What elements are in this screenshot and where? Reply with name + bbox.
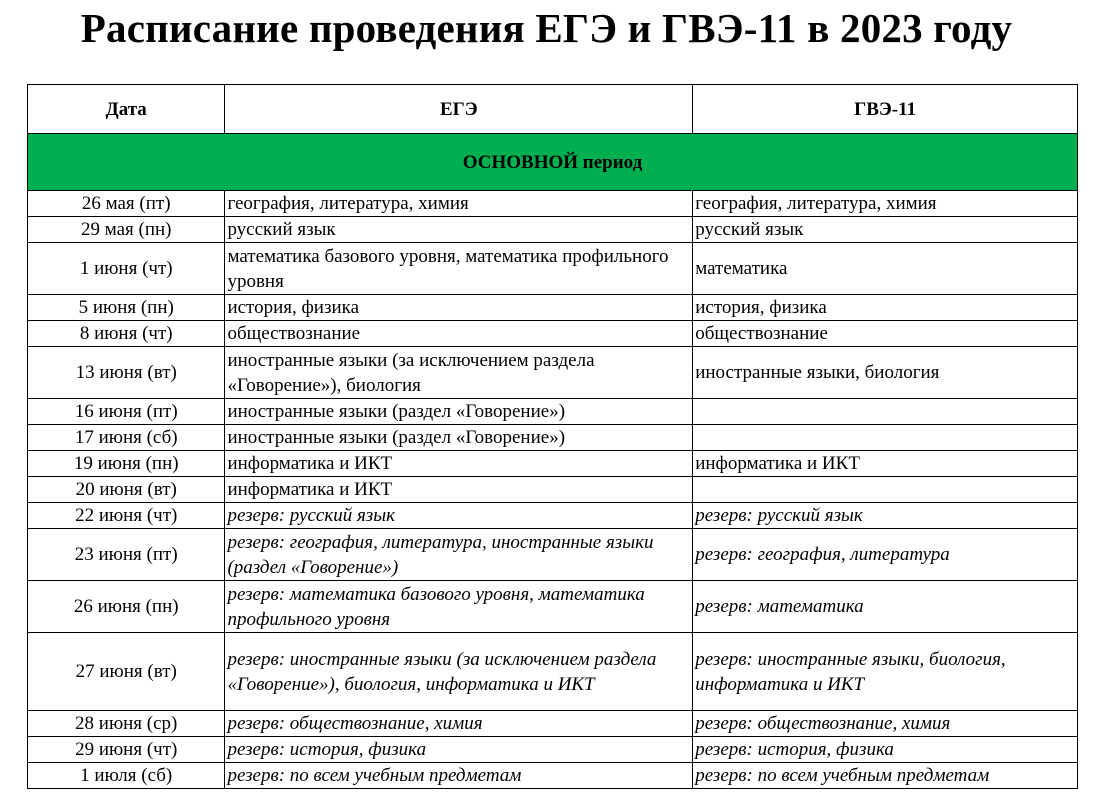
- table-row: [28, 737, 1078, 763]
- row-gve: русский язык: [693, 217, 1078, 243]
- row-gve: резерв: русский язык: [693, 503, 1078, 529]
- row-ege: резерв: обществознание, химия: [225, 711, 693, 737]
- header-date: Дата: [28, 85, 225, 134]
- row-date: 29 июня (чт): [28, 737, 225, 763]
- page-title: Расписание проведения ЕГЭ и ГВЭ-11 в 2023 году: [80, 5, 1013, 51]
- table-row: [28, 477, 1078, 503]
- row-gve: география, литература, химия: [693, 191, 1078, 217]
- table-row: [28, 529, 1078, 581]
- row-date: 13 июня (вт): [28, 347, 225, 399]
- row-gve: резерв: география, литература: [693, 529, 1078, 581]
- row-date: 1 июля (сб): [28, 763, 225, 789]
- row-date: 17 июня (сб): [28, 425, 225, 451]
- row-date: 22 июня (чт): [28, 503, 225, 529]
- row-date: 28 июня (ср): [28, 711, 225, 737]
- period-row: [28, 134, 1078, 191]
- row-date: 5 июня (пн): [28, 295, 225, 321]
- table-row: [28, 711, 1078, 737]
- table-row: [28, 581, 1078, 633]
- row-gve: [693, 399, 1078, 425]
- row-ege: резерв: по всем учебным предметам: [225, 763, 693, 789]
- row-date: 19 июня (пн): [28, 451, 225, 477]
- row-ege: резерв: математика базового уровня, математика профильного уровня: [225, 581, 693, 633]
- period-label: ОСНОВНОЙ период: [28, 134, 1078, 191]
- row-gve: история, физика: [693, 295, 1078, 321]
- row-date: 26 июня (пн): [28, 581, 225, 633]
- row-gve: иностранные языки, биология: [693, 347, 1078, 399]
- row-gve: информатика и ИКТ: [693, 451, 1078, 477]
- row-ege: информатика и ИКТ: [225, 451, 693, 477]
- row-gve: [693, 425, 1078, 451]
- row-ege: резерв: география, литература, иностранные языки (раздел «Говорение»): [225, 529, 693, 581]
- row-date: 23 июня (пт): [28, 529, 225, 581]
- row-date: 20 июня (вт): [28, 477, 225, 503]
- row-gve: резерв: история, физика: [693, 737, 1078, 763]
- row-ege: резерв: иностранные языки (за исключением раздела «Говорение»), биология, информатика и ИКТ: [225, 633, 693, 711]
- row-ege: иностранные языки (раздел «Говорение»): [225, 399, 693, 425]
- row-gve: резерв: иностранные языки, биология, информатика и ИКТ: [693, 633, 1078, 711]
- row-ege: обществознание: [225, 321, 693, 347]
- row-gve: [693, 477, 1078, 503]
- row-gve: обществознание: [693, 321, 1078, 347]
- row-ege: информатика и ИКТ: [225, 477, 693, 503]
- row-ege: резерв: история, физика: [225, 737, 693, 763]
- row-ege: иностранные языки (раздел «Говорение»): [225, 425, 693, 451]
- table-row: [28, 425, 1078, 451]
- table-row: [28, 399, 1078, 425]
- row-date: 29 мая (пн): [28, 217, 225, 243]
- table-row: [28, 191, 1078, 217]
- table-row: [28, 217, 1078, 243]
- header-gve: ГВЭ-11: [693, 85, 1078, 134]
- row-ege: иностранные языки (за исключением раздела «Говорение»), биология: [225, 347, 693, 399]
- row-date: 1 июня (чт): [28, 243, 225, 295]
- table-row: [28, 503, 1078, 529]
- row-gve: резерв: по всем учебным предметам: [693, 763, 1078, 789]
- table-row: [28, 451, 1078, 477]
- row-ege: история, физика: [225, 295, 693, 321]
- header-row: [28, 85, 1078, 134]
- table-row: [28, 243, 1078, 295]
- row-date: 26 мая (пт): [28, 191, 225, 217]
- row-ege: математика базового уровня, математика профильного уровня: [225, 243, 693, 295]
- table-row: [28, 295, 1078, 321]
- row-date: 16 июня (пт): [28, 399, 225, 425]
- row-date: 27 июня (вт): [28, 633, 225, 711]
- schedule-table: [27, 84, 1078, 789]
- table-row: [28, 633, 1078, 711]
- row-ege: резерв: русский язык: [225, 503, 693, 529]
- row-ege: география, литература, химия: [225, 191, 693, 217]
- row-gve: резерв: обществознание, химия: [693, 711, 1078, 737]
- table-row: [28, 347, 1078, 399]
- row-gve: резерв: математика: [693, 581, 1078, 633]
- row-ege: русский язык: [225, 217, 693, 243]
- table-row: [28, 321, 1078, 347]
- row-date: 8 июня (чт): [28, 321, 225, 347]
- header-ege: ЕГЭ: [225, 85, 693, 134]
- table-row: [28, 763, 1078, 789]
- row-gve: математика: [693, 243, 1078, 295]
